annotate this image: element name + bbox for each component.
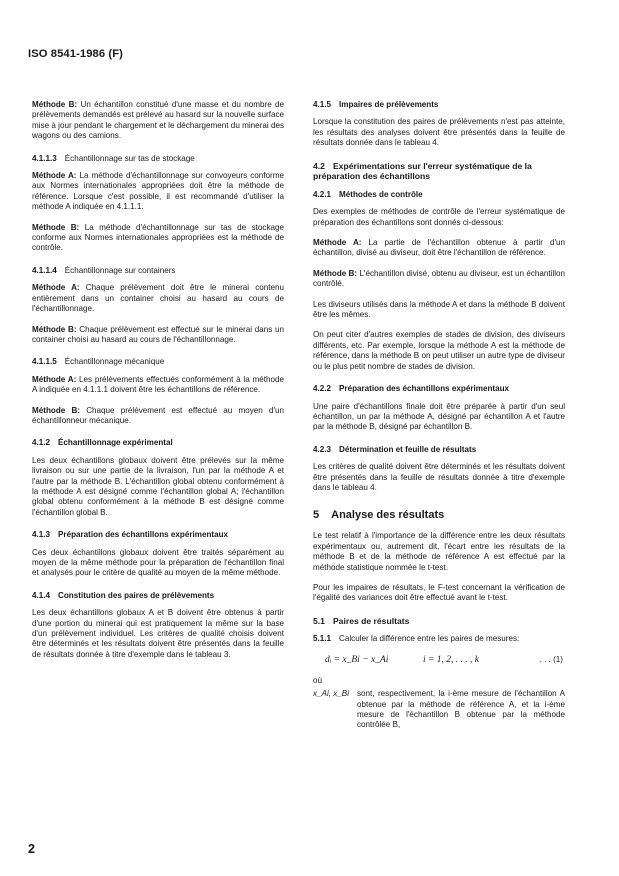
paragraph: Méthode B: L'échantillon divisé, obtenu au diviseur, est un échantillon contrôlé. [313, 268, 566, 289]
paragraph: Méthode B: Chaque prélèvement est effectué au moyen d'un échantillonneur mécanique. [32, 405, 284, 425]
variable-names: x_Ai, x_Bi [313, 689, 349, 699]
variable-definition [313, 689, 565, 731]
heading-5-1: 5.1 Paires de résultats [313, 615, 410, 626]
paragraph: Pour les impaires de résultats, le F-test concernant la vérification de l'égalité des variances doit être effectué avant le t-test. [313, 582, 565, 603]
page-number: 2 [28, 842, 35, 856]
heading-4-1-2: 4.1.2 Échantillonnage expérimental [32, 438, 173, 448]
paragraph: Méthode A: Les prélèvements effectués conformément à la méthode A indiquée en 4.1.1.1 doivent être les échantillons de référence. [32, 374, 284, 395]
paragraph: Lorsque la constitution des paires de prélèvements n'est pas atteinte, les résultats des analyses doivent être présentés dans la feuille de résultats donnée dans le tableau 4. [313, 117, 565, 148]
equation-1 [313, 652, 565, 668]
heading-4-2-1: 4.2.1 Méthodes de contrôle [313, 189, 423, 199]
paragraph: Les deux échantillons globaux A et B doivent être obtenus à partir d'une portion du minerai qui est pratiquement la même sur la base d'un prélèvement individuel. Les critères de qualité choisis doivent être déterminés et les résultats doivent être présentés dans la feuille de résultats donnée à titre d'exemple dans le tableau 3. [32, 608, 284, 659]
paragraph-methode-b: Méthode B: Un échantillon constitué d'une masse et du nombre de prélèvements demandés est prélevé au hasard sur la nouvelle surface mise à jour pendant le chargement et le déchargement du minerai des wagons ou des camions. [32, 100, 285, 141]
heading-4-2: 4.2 Expérimentations sur l'erreur systématique de la préparation des échantillons [313, 160, 532, 182]
heading-4-2-2: 4.2.2 Préparation des échantillons expérimentaux [313, 384, 510, 394]
equation-index: i = 1, 2, . . . , k [423, 654, 480, 665]
equation-lhs: dᵢ = x_Bi − x_Ai [325, 654, 389, 665]
heading-5: 5 Analyse des résultats [313, 509, 445, 522]
paragraph: Ces deux échantillons globaux doivent être traités séparément au moyen de la même méthode pour la préparation de l'échantillon final et analysés pour le critère de qualité au moyen de la même méthode. [32, 547, 284, 578]
paragraph: Méthode B: Chaque prélèvement est effectué sur le minerai dans un container choisi au hasard au cours de l'échantillonnage. [32, 324, 285, 344]
paragraph: Méthode B: La méthode d'échantillonnage sur tas de stockage conforme aux Normes internationales appropriées est la méthode de contrôle. [32, 222, 284, 253]
document-header: ISO 8541-1986 (F) [28, 48, 123, 60]
left-column [32, 100, 284, 670]
paragraph: Méthode A: La partie de l'échantillon obtenue à partir d'un échantillon, divisé au diviseur, doit être l'échantillon de référence. [313, 238, 565, 258]
heading-4-1-4: 4.1.4 Constitution des paires de prélèvements [32, 590, 215, 600]
where-label: où [313, 675, 323, 685]
heading-5-1-1: 5.1.1 Calculer la différence entre les paires de mesures: [313, 634, 520, 644]
paragraph: Méthode A: Chaque prélèvement doit être le minerai contenu entièrement dans un container choisi au hasard au cours de l'échantillonnage. [32, 283, 284, 314]
variable-description: sont, respectivement, la i-ème mesure de l'échantillon A obtenue par la méthode de référence A, et la i-ème mesure de l'échantillon B obtenue par la méthode contrôlée B, [357, 689, 565, 730]
paragraph: On peut citer d'autres exemples de stades de division, des diviseurs différents, etc. Par exemple, lorsque la méthode A est la méthode de référence, dans la méthode B on peut utiliser un autre type de diviseur ou le plus petit nombre de stades de division. [313, 330, 565, 371]
paragraph: Le test relatif à l'importance de la différence entre les deux résultats expérimentaux ou, autrement dit, l'écart entre les résultats de la méthode B et de la méthode de référence A est effectué par la méthode statistique nommée le t-test. [313, 531, 565, 572]
heading-4-1-5: 4.1.5 Impaires de prélèvements [313, 100, 439, 109]
heading-4-1-1-4: 4.1.1.4 Échantillonnage sur containers [32, 265, 176, 275]
heading-4-1-1-5: 4.1.1.5 Échantillonnage mécanique [32, 357, 165, 367]
paragraph: Les diviseurs utilisés dans la méthode A et dans la méthode B doivent être les mêmes. [313, 299, 565, 320]
paragraph: Les critères de qualité doivent être déterminés et les résultats doivent être présentés dans la feuille de résultats donnée à titre d'exemple dans le tableau 4. [313, 462, 565, 492]
right-column [313, 100, 565, 731]
heading-4-1-1-3: 4.1.1.3 Échantillonnage sur tas de stockage [32, 153, 195, 163]
equation-number: . . . (1) [539, 654, 563, 664]
paragraph: Les deux échantillons globaux doivent être prélevés sur la même livraison ou sur une partie de la livraison, l'un par la méthode A et l'autre par la méthode B. L'échantillon global obtenu conformément à la méthode A est désigné comme l'échantillon global A; l'échantillon global obtenu conformément à la méthode B est désigné comme l'échantillon global B. [32, 455, 284, 517]
paragraph: Des exemples de méthodes de contrôle de l'erreur systématique de préparation des échantillons sont donnés ci-dessous: [313, 207, 565, 227]
heading-4-1-3: 4.1.3 Préparation des échantillons expérimentaux [32, 530, 229, 540]
paragraph: Méthode A: La méthode d'échantillonnage sur convoyeurs conforme aux Normes internationales appropriées doit être la méthode de référence. Lorsque c'est possible, il est recommandé d'utiliser la méthode A indiquée en 4.1.1.1. [32, 171, 284, 212]
heading-4-2-3: 4.2.3 Détermination et feuille de résultats [313, 444, 477, 454]
paragraph: Une paire d'échantillons finale doit être préparée à partir d'un seul échantillon, un par la méthode A, désigné par échantillon A et l'autre par la méthode B, désigné par échantillon B. [313, 401, 565, 432]
